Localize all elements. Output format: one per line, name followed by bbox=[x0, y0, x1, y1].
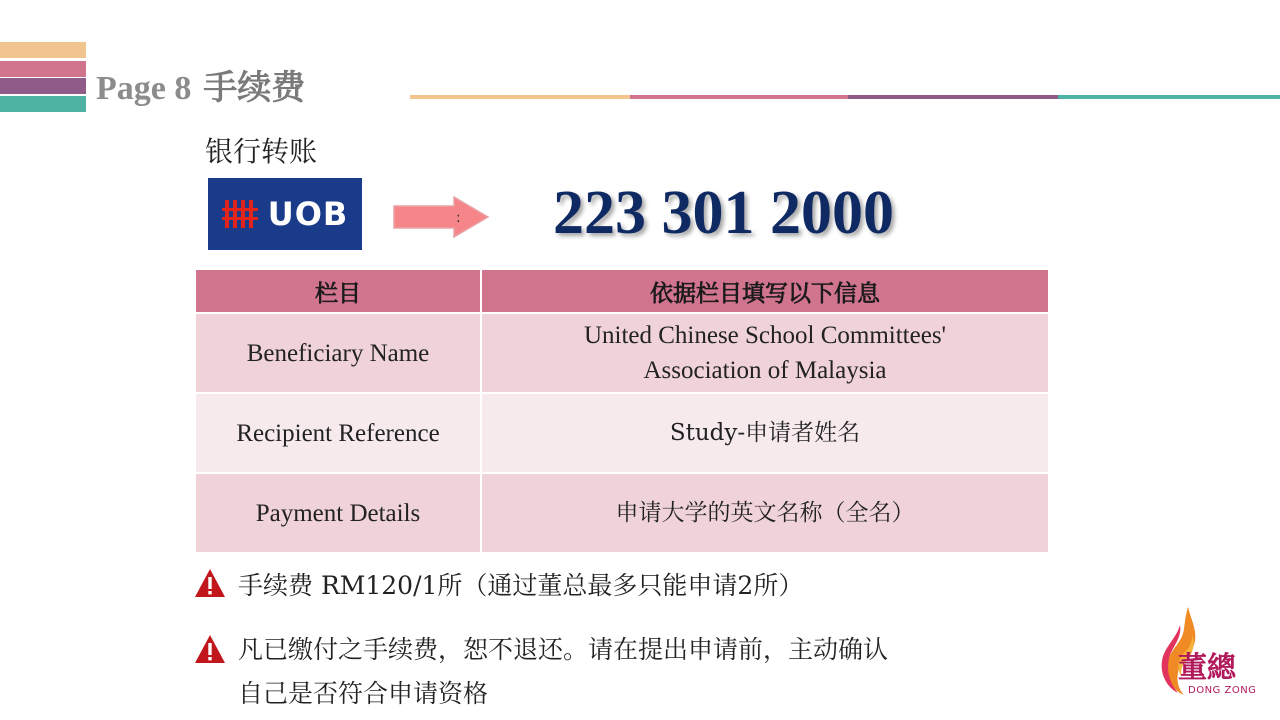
divider-pink bbox=[630, 95, 848, 99]
stripe-teal bbox=[0, 96, 86, 112]
table-row bbox=[195, 313, 1049, 393]
arrow-text: : bbox=[456, 210, 461, 226]
warning-icon bbox=[194, 568, 226, 598]
table-row bbox=[195, 393, 1049, 473]
beneficiary-name-line-1: United Chinese School Committees' bbox=[583, 322, 947, 349]
table-cell-field: Recipient Reference bbox=[195, 393, 481, 473]
table-header-field: 栏目 bbox=[195, 269, 481, 313]
table-header-row bbox=[195, 269, 1049, 313]
page-label: Page 8 bbox=[96, 70, 192, 107]
fee-note bbox=[194, 566, 803, 602]
dong-zong-logo bbox=[1158, 605, 1257, 701]
refund-note bbox=[194, 628, 888, 716]
logo-name-en: DONG ZONG bbox=[1188, 685, 1257, 696]
table-cell-value bbox=[481, 313, 1049, 393]
stripe-pink bbox=[0, 61, 86, 77]
table-cell-value bbox=[481, 473, 1049, 553]
divider-orange bbox=[410, 95, 630, 99]
refund-note-text bbox=[238, 628, 888, 716]
page-heading: 手续费 bbox=[203, 68, 306, 108]
beneficiary-name-line-2: Association of Malaysia bbox=[643, 357, 887, 384]
stripe-purple bbox=[0, 78, 86, 94]
recipient-reference-value: Study-申请者姓名 bbox=[669, 419, 861, 446]
table-cell-field: Beneficiary Name bbox=[195, 313, 481, 393]
table-header-value: 依据栏目填写以下信息 bbox=[481, 269, 1049, 313]
table-cell-value bbox=[481, 393, 1049, 473]
divider-purple bbox=[848, 95, 1058, 99]
refund-note-line-2: 自己是否符合申请资格 bbox=[238, 679, 489, 708]
section-subtitle: 银行转账 bbox=[205, 135, 318, 168]
warning-icon bbox=[194, 634, 226, 664]
payment-details-value: 申请大学的英文名称（全名） bbox=[615, 499, 915, 526]
page-title bbox=[96, 60, 305, 109]
payment-info-table bbox=[194, 268, 1050, 554]
uob-logo-text: UOB bbox=[267, 195, 349, 233]
divider-teal bbox=[1058, 95, 1280, 99]
logo-name-zh: 董總 bbox=[1178, 650, 1237, 684]
fee-note-text bbox=[238, 566, 803, 602]
stripe-orange bbox=[0, 42, 86, 58]
table-cell-field: Payment Details bbox=[195, 473, 481, 553]
fee-note-line-1: 手续费 RM120/1所（通过董总最多只能申请2所） bbox=[238, 571, 804, 600]
refund-note-line-1: 凡已缴付之手续费，恕不退还。请在提出申请前，主动确认 bbox=[238, 635, 889, 664]
arrow-right-icon bbox=[392, 196, 490, 238]
uob-logo bbox=[208, 178, 362, 250]
account-number: 223 301 2000 bbox=[553, 179, 894, 247]
table-row bbox=[195, 473, 1049, 553]
uob-mark-icon bbox=[222, 198, 260, 230]
